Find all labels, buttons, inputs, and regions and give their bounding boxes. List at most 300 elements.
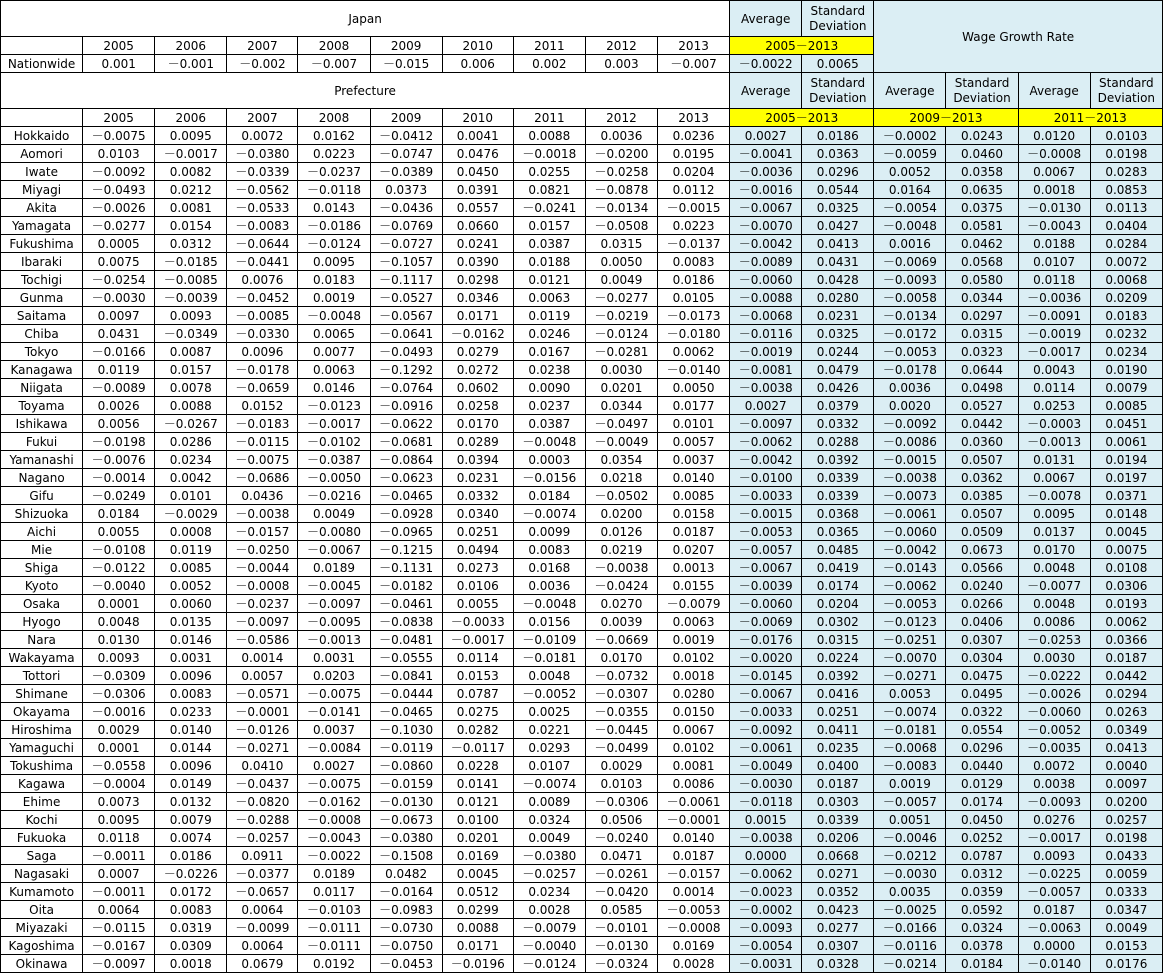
year-value: 0.0019 bbox=[298, 289, 370, 307]
nationwide-sd: 0.0065 bbox=[802, 55, 874, 73]
year-value: 0.0149 bbox=[155, 775, 227, 793]
year-value: 0.0391 bbox=[442, 181, 513, 199]
nationwide-value: －0.007 bbox=[298, 55, 370, 73]
prefecture-row bbox=[1, 595, 1163, 613]
year-value: －0.0048 bbox=[513, 433, 585, 451]
prefecture-name: Niigata bbox=[1, 379, 83, 397]
prefecture-title: Prefecture bbox=[1, 73, 730, 109]
year-header-2006: 2006 bbox=[155, 37, 227, 55]
year-value: 0.0157 bbox=[513, 217, 585, 235]
prefecture-name: Yamagata bbox=[1, 217, 83, 235]
prefecture-name: Hiroshima bbox=[1, 721, 83, 739]
year-value: 0.0204 bbox=[658, 163, 730, 181]
prefecture-name: Hyogo bbox=[1, 613, 83, 631]
prefecture-row bbox=[1, 505, 1163, 523]
average-value: －0.0031 bbox=[730, 955, 802, 973]
year-value: 0.0234 bbox=[155, 451, 227, 469]
year-value: －0.0162 bbox=[298, 793, 370, 811]
year-value: －0.0097 bbox=[298, 595, 370, 613]
sd-value: 0.0187 bbox=[1090, 649, 1162, 667]
prefecture-name: Miyagi bbox=[1, 181, 83, 199]
year-value: 0.0660 bbox=[442, 217, 513, 235]
year-value: －0.0076 bbox=[83, 451, 155, 469]
year-value: －0.0049 bbox=[585, 433, 657, 451]
average-value: －0.0067 bbox=[730, 685, 802, 703]
nationwide-label: Nationwide bbox=[1, 55, 83, 73]
year-value: －0.0271 bbox=[227, 739, 298, 757]
sd-value: 0.0296 bbox=[946, 739, 1018, 757]
sd-value: 0.0306 bbox=[1090, 577, 1162, 595]
year-value: －0.0167 bbox=[83, 937, 155, 955]
year-value: －0.0864 bbox=[370, 451, 442, 469]
sd-value: 0.0283 bbox=[1090, 163, 1162, 181]
prefecture-row bbox=[1, 757, 1163, 775]
year-value: 0.0436 bbox=[227, 487, 298, 505]
year-value: －0.0141 bbox=[298, 703, 370, 721]
year-value: 0.0344 bbox=[585, 397, 657, 415]
year-value: －0.0109 bbox=[513, 631, 585, 649]
year-value: －0.0669 bbox=[585, 631, 657, 649]
sd-value: 0.0406 bbox=[946, 613, 1018, 631]
average-value: －0.0253 bbox=[1018, 631, 1090, 649]
prefecture-row bbox=[1, 667, 1163, 685]
year-value: 0.0008 bbox=[155, 523, 227, 541]
prefecture-row bbox=[1, 793, 1163, 811]
year-value: －0.0237 bbox=[227, 595, 298, 613]
average-value: －0.0069 bbox=[874, 253, 946, 271]
year-value: 0.0228 bbox=[442, 757, 513, 775]
average-value: －0.0118 bbox=[730, 793, 802, 811]
sd-value: 0.0280 bbox=[802, 289, 874, 307]
sd-value: 0.0362 bbox=[946, 469, 1018, 487]
nationwide-value: －0.015 bbox=[370, 55, 442, 73]
period-header: 2005－2013 bbox=[730, 109, 874, 127]
sd-value: 0.0451 bbox=[1090, 415, 1162, 433]
prefecture-row bbox=[1, 343, 1163, 361]
sd-value: 0.0416 bbox=[802, 685, 874, 703]
prefecture-row bbox=[1, 487, 1163, 505]
year-value: －0.0277 bbox=[83, 217, 155, 235]
prefecture-name: Miyazaki bbox=[1, 919, 83, 937]
prefecture-name: Saitama bbox=[1, 307, 83, 325]
sd-value: 0.0303 bbox=[802, 793, 874, 811]
average-value: －0.0057 bbox=[874, 793, 946, 811]
year-value: 0.0258 bbox=[442, 397, 513, 415]
sd-value: 0.0363 bbox=[802, 145, 874, 163]
year-value: 0.0679 bbox=[227, 955, 298, 973]
sd-value: 0.0527 bbox=[946, 397, 1018, 415]
year-value: 0.0106 bbox=[442, 577, 513, 595]
year-value: 0.0086 bbox=[658, 775, 730, 793]
year-value: 0.0121 bbox=[442, 793, 513, 811]
year-value: 0.0026 bbox=[83, 397, 155, 415]
year-value: －0.0180 bbox=[658, 325, 730, 343]
sd-value: 0.0339 bbox=[802, 487, 874, 505]
average-value: －0.0092 bbox=[874, 415, 946, 433]
year-value: －0.0004 bbox=[83, 775, 155, 793]
year-header-2010: 2010 bbox=[442, 109, 513, 127]
average-value: －0.0017 bbox=[1018, 343, 1090, 361]
year-value: 0.0188 bbox=[513, 253, 585, 271]
average-value: －0.0058 bbox=[874, 289, 946, 307]
prefecture-row bbox=[1, 307, 1163, 325]
year-value: －0.0089 bbox=[83, 379, 155, 397]
year-value: －0.0277 bbox=[585, 289, 657, 307]
year-value: 0.0143 bbox=[298, 199, 370, 217]
sd-value: 0.0431 bbox=[802, 253, 874, 271]
empty-cell bbox=[1, 109, 83, 127]
year-value: －0.0437 bbox=[227, 775, 298, 793]
year-value: 0.0246 bbox=[513, 325, 585, 343]
year-value: －0.0029 bbox=[155, 505, 227, 523]
year-value: 0.0003 bbox=[513, 451, 585, 469]
sd-value: 0.0509 bbox=[946, 523, 1018, 541]
wage-growth-rate-header: Wage Growth Rate bbox=[874, 1, 1163, 73]
year-value: 0.0052 bbox=[155, 577, 227, 595]
year-value: 0.0476 bbox=[442, 145, 513, 163]
year-value: 0.0273 bbox=[442, 559, 513, 577]
average-value: －0.0062 bbox=[730, 865, 802, 883]
average-value: －0.0008 bbox=[1018, 145, 1090, 163]
year-value: 0.0192 bbox=[298, 955, 370, 973]
year-value: －0.0075 bbox=[83, 127, 155, 145]
year-value: －0.0461 bbox=[370, 595, 442, 613]
year-value: －0.0453 bbox=[370, 955, 442, 973]
year-value: 0.0079 bbox=[155, 811, 227, 829]
average-value: 0.0164 bbox=[874, 181, 946, 199]
year-value: －0.0533 bbox=[227, 199, 298, 217]
year-header-2008: 2008 bbox=[298, 109, 370, 127]
average-value: －0.0061 bbox=[874, 505, 946, 523]
sd-value: 0.0075 bbox=[1090, 541, 1162, 559]
year-value: －0.0257 bbox=[227, 829, 298, 847]
sd-value: 0.0198 bbox=[1090, 145, 1162, 163]
year-value: 0.0048 bbox=[513, 667, 585, 685]
average-value: －0.0088 bbox=[730, 289, 802, 307]
sd-value: 0.0328 bbox=[802, 955, 874, 973]
sd-value: 0.0183 bbox=[1090, 307, 1162, 325]
year-value: －0.0441 bbox=[227, 253, 298, 271]
year-header-2007: 2007 bbox=[227, 109, 298, 127]
year-value: 0.0088 bbox=[513, 127, 585, 145]
year-value: 0.0195 bbox=[658, 145, 730, 163]
prefecture-name: Kyoto bbox=[1, 577, 83, 595]
year-value: －0.0681 bbox=[370, 433, 442, 451]
average-value: －0.0116 bbox=[730, 325, 802, 343]
year-value: 0.0081 bbox=[658, 757, 730, 775]
year-value: 0.0072 bbox=[227, 127, 298, 145]
average-value: 0.0188 bbox=[1018, 235, 1090, 253]
year-value: －0.0083 bbox=[227, 217, 298, 235]
year-value: －0.0102 bbox=[298, 433, 370, 451]
year-value: 0.0162 bbox=[298, 127, 370, 145]
year-header-2011: 2011 bbox=[513, 37, 585, 55]
year-value: －0.0117 bbox=[442, 739, 513, 757]
year-value: 0.0231 bbox=[442, 469, 513, 487]
year-value: －0.0162 bbox=[442, 325, 513, 343]
sd-value: 0.0392 bbox=[802, 667, 874, 685]
average-value: －0.0041 bbox=[730, 145, 802, 163]
average-value: －0.0035 bbox=[1018, 739, 1090, 757]
average-value: －0.0042 bbox=[730, 451, 802, 469]
prefecture-row bbox=[1, 577, 1163, 595]
year-value: 0.0169 bbox=[658, 937, 730, 955]
year-value: 0.0140 bbox=[155, 721, 227, 739]
prefecture-row bbox=[1, 523, 1163, 541]
year-value: 0.0126 bbox=[585, 523, 657, 541]
year-value: 0.0039 bbox=[585, 613, 657, 631]
sd-value: 0.0297 bbox=[946, 307, 1018, 325]
year-value: －0.0159 bbox=[370, 775, 442, 793]
year-value: 0.0050 bbox=[585, 253, 657, 271]
year-value: －0.0123 bbox=[298, 397, 370, 415]
year-value: 0.0063 bbox=[298, 361, 370, 379]
year-value: 0.0289 bbox=[442, 433, 513, 451]
sd-value: 0.0148 bbox=[1090, 505, 1162, 523]
year-value: －0.0965 bbox=[370, 523, 442, 541]
year-value: 0.0132 bbox=[155, 793, 227, 811]
sd-value: 0.0235 bbox=[802, 739, 874, 757]
year-value: 0.0153 bbox=[442, 667, 513, 685]
sd-value: 0.0323 bbox=[946, 343, 1018, 361]
sd-value: 0.0244 bbox=[802, 343, 874, 361]
year-value: 0.0237 bbox=[513, 397, 585, 415]
year-value: 0.0018 bbox=[155, 955, 227, 973]
year-value: －0.0567 bbox=[370, 307, 442, 325]
year-value: 0.0036 bbox=[585, 127, 657, 145]
prefecture-row bbox=[1, 919, 1163, 937]
average-value: －0.0042 bbox=[874, 541, 946, 559]
year-value: 0.0055 bbox=[83, 523, 155, 541]
sd-value: 0.0332 bbox=[802, 415, 874, 433]
average-value: －0.0015 bbox=[730, 505, 802, 523]
average-value: 0.0030 bbox=[1018, 649, 1090, 667]
year-value: －0.0820 bbox=[227, 793, 298, 811]
sd-value: 0.0174 bbox=[802, 577, 874, 595]
sd-value: 0.0266 bbox=[946, 595, 1018, 613]
average-value: －0.0089 bbox=[730, 253, 802, 271]
prefecture-name: Hokkaido bbox=[1, 127, 83, 145]
year-value: 0.0450 bbox=[442, 163, 513, 181]
average-value: －0.0166 bbox=[874, 919, 946, 937]
year-value: －0.0130 bbox=[370, 793, 442, 811]
year-header-2005: 2005 bbox=[83, 37, 155, 55]
year-value: －0.0860 bbox=[370, 757, 442, 775]
average-value: 0.0170 bbox=[1018, 541, 1090, 559]
year-value: 0.0272 bbox=[442, 361, 513, 379]
prefecture-name: Tottori bbox=[1, 667, 83, 685]
year-value: 0.0083 bbox=[513, 541, 585, 559]
average-value: －0.0052 bbox=[1018, 721, 1090, 739]
sd-value: 0.0379 bbox=[802, 397, 874, 415]
year-value: 0.0075 bbox=[83, 253, 155, 271]
sd-value: 0.0307 bbox=[946, 631, 1018, 649]
year-value: －0.0186 bbox=[298, 217, 370, 235]
year-value: 0.0119 bbox=[83, 361, 155, 379]
year-value: －0.0040 bbox=[83, 577, 155, 595]
year-value: －0.0644 bbox=[227, 235, 298, 253]
year-value: 0.0083 bbox=[155, 901, 227, 919]
sd-value: 0.0385 bbox=[946, 487, 1018, 505]
prefecture-row bbox=[1, 541, 1163, 559]
prefecture-row bbox=[1, 127, 1163, 145]
prefecture-name: Nagasaki bbox=[1, 865, 83, 883]
year-value: 0.0186 bbox=[658, 271, 730, 289]
year-value: －0.0306 bbox=[83, 685, 155, 703]
sd-value: 0.0433 bbox=[1090, 847, 1162, 865]
year-value: －0.0157 bbox=[227, 523, 298, 541]
year-value: 0.0171 bbox=[442, 307, 513, 325]
average-value: －0.0062 bbox=[874, 577, 946, 595]
year-value: 0.0140 bbox=[658, 829, 730, 847]
year-value: 0.0112 bbox=[658, 181, 730, 199]
sd-value: 0.0049 bbox=[1090, 919, 1162, 937]
pref-average-header: Average bbox=[874, 73, 946, 109]
year-header-2013: 2013 bbox=[658, 109, 730, 127]
sd-value: 0.0592 bbox=[946, 901, 1018, 919]
year-value: 0.0055 bbox=[442, 595, 513, 613]
average-value: －0.0030 bbox=[730, 775, 802, 793]
year-value: 0.0410 bbox=[227, 757, 298, 775]
year-value: －0.1030 bbox=[370, 721, 442, 739]
year-value: 0.0102 bbox=[658, 649, 730, 667]
prefecture-name: Yamaguchi bbox=[1, 739, 83, 757]
year-value: 0.0234 bbox=[513, 883, 585, 901]
year-value: －0.1131 bbox=[370, 559, 442, 577]
year-value: 0.0119 bbox=[513, 307, 585, 325]
year-value: 0.0187 bbox=[658, 523, 730, 541]
year-value: －0.0085 bbox=[155, 271, 227, 289]
sd-value: 0.0378 bbox=[946, 937, 1018, 955]
year-value: 0.0184 bbox=[83, 505, 155, 523]
year-value: －0.0001 bbox=[658, 811, 730, 829]
year-value: －0.0622 bbox=[370, 415, 442, 433]
average-value: －0.0225 bbox=[1018, 865, 1090, 883]
average-value: －0.0003 bbox=[1018, 415, 1090, 433]
year-value: －0.0219 bbox=[585, 307, 657, 325]
year-value: －0.0237 bbox=[298, 163, 370, 181]
year-value: －0.0764 bbox=[370, 379, 442, 397]
average-value: －0.0054 bbox=[730, 937, 802, 955]
year-value: 0.0007 bbox=[83, 865, 155, 883]
year-value: －0.0196 bbox=[442, 955, 513, 973]
year-value: 0.0083 bbox=[155, 685, 227, 703]
year-value: 0.0394 bbox=[442, 451, 513, 469]
prefecture-name: Gifu bbox=[1, 487, 83, 505]
year-value: －0.0185 bbox=[155, 253, 227, 271]
year-value: 0.0279 bbox=[442, 343, 513, 361]
sd-value: 0.0234 bbox=[1090, 343, 1162, 361]
sd-value: 0.0209 bbox=[1090, 289, 1162, 307]
year-value: －0.0108 bbox=[83, 541, 155, 559]
sd-value: 0.0423 bbox=[802, 901, 874, 919]
year-value: －0.0641 bbox=[370, 325, 442, 343]
average-value: 0.0000 bbox=[1018, 937, 1090, 955]
sd-value: 0.0232 bbox=[1090, 325, 1162, 343]
year-value: 0.0088 bbox=[155, 397, 227, 415]
sd-value: 0.0315 bbox=[946, 325, 1018, 343]
year-value: －0.0257 bbox=[513, 865, 585, 883]
average-value: －0.0053 bbox=[874, 595, 946, 613]
year-value: 0.0042 bbox=[155, 469, 227, 487]
average-value: －0.0020 bbox=[730, 649, 802, 667]
year-value: 0.0299 bbox=[442, 901, 513, 919]
year-value: －0.0380 bbox=[370, 829, 442, 847]
sd-value: 0.0324 bbox=[946, 919, 1018, 937]
average-value: 0.0051 bbox=[874, 811, 946, 829]
year-value: －0.0377 bbox=[227, 865, 298, 883]
sd-value: 0.0240 bbox=[946, 577, 1018, 595]
prefecture-row bbox=[1, 703, 1163, 721]
year-value: 0.0431 bbox=[83, 325, 155, 343]
average-value: －0.0002 bbox=[730, 901, 802, 919]
sd-value: 0.0498 bbox=[946, 379, 1018, 397]
prefecture-name: Oita bbox=[1, 901, 83, 919]
sd-value: 0.0442 bbox=[1090, 667, 1162, 685]
sd-value: 0.0294 bbox=[1090, 685, 1162, 703]
year-value: 0.0101 bbox=[658, 415, 730, 433]
year-value: 0.0064 bbox=[83, 901, 155, 919]
prefecture-name: Tokyo bbox=[1, 343, 83, 361]
average-value: －0.0176 bbox=[730, 631, 802, 649]
period-header: 2009－2013 bbox=[874, 109, 1018, 127]
prefecture-name: Shiga bbox=[1, 559, 83, 577]
year-value: －0.0349 bbox=[155, 325, 227, 343]
year-value: 0.0030 bbox=[585, 361, 657, 379]
year-value: －0.0380 bbox=[513, 847, 585, 865]
year-value: －0.0053 bbox=[658, 901, 730, 919]
sd-value: 0.0059 bbox=[1090, 865, 1162, 883]
year-value: －0.0659 bbox=[227, 379, 298, 397]
prefecture-name: Aomori bbox=[1, 145, 83, 163]
year-value: －0.0013 bbox=[298, 631, 370, 649]
average-value: 0.0036 bbox=[874, 379, 946, 397]
year-value: －0.0166 bbox=[83, 343, 155, 361]
sd-value: 0.0062 bbox=[1090, 613, 1162, 631]
year-value: 0.0183 bbox=[298, 271, 370, 289]
year-value: －0.0508 bbox=[585, 217, 657, 235]
year-value: －0.0079 bbox=[513, 919, 585, 937]
prefecture-row bbox=[1, 937, 1163, 955]
year-value: －0.0452 bbox=[227, 289, 298, 307]
average-value: 0.0118 bbox=[1018, 271, 1090, 289]
year-value: 0.0001 bbox=[83, 739, 155, 757]
average-value: 0.0276 bbox=[1018, 811, 1090, 829]
year-value: －0.0747 bbox=[370, 145, 442, 163]
sd-value: 0.0644 bbox=[946, 361, 1018, 379]
average-value: －0.0042 bbox=[730, 235, 802, 253]
prefecture-row bbox=[1, 433, 1163, 451]
nationwide-value: －0.002 bbox=[227, 55, 298, 73]
year-header-2005: 2005 bbox=[83, 109, 155, 127]
year-value: －0.0502 bbox=[585, 487, 657, 505]
year-value: 0.0037 bbox=[298, 721, 370, 739]
year-value: －0.0097 bbox=[227, 613, 298, 631]
year-value: －0.0130 bbox=[585, 937, 657, 955]
year-value: －0.0124 bbox=[298, 235, 370, 253]
prefecture-name: Saga bbox=[1, 847, 83, 865]
prefecture-name: Gunma bbox=[1, 289, 83, 307]
year-header-2009: 2009 bbox=[370, 37, 442, 55]
prefecture-name: Tochigi bbox=[1, 271, 83, 289]
sd-value: 0.0296 bbox=[802, 163, 874, 181]
average-value: －0.0271 bbox=[874, 667, 946, 685]
sd-value: 0.0045 bbox=[1090, 523, 1162, 541]
year-value: －0.0017 bbox=[298, 415, 370, 433]
sd-value: 0.0339 bbox=[802, 469, 874, 487]
sd-value: 0.0635 bbox=[946, 181, 1018, 199]
year-value: 0.0082 bbox=[155, 163, 227, 181]
